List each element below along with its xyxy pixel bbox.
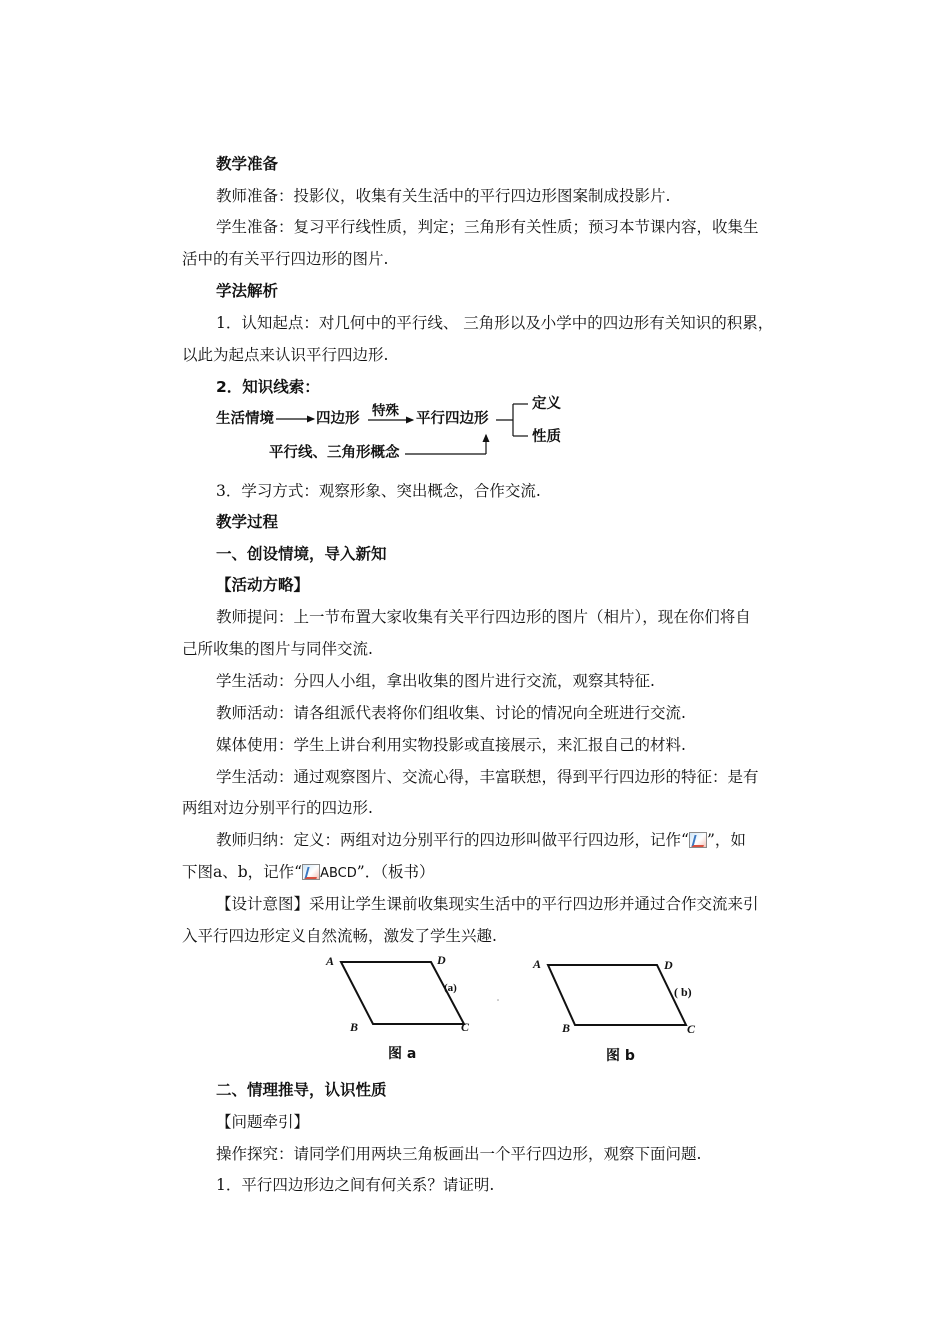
figure-a-vertex-b: B bbox=[350, 1020, 359, 1034]
teacher-prep-text: 教师准备：投影仪，收集有关生活中的平行四边形图案制成投影片. bbox=[216, 187, 671, 205]
figure-a-vertex-c: C bbox=[461, 1020, 470, 1034]
activity-strategy-label: 【活动方略】 bbox=[216, 576, 310, 594]
teacher-summary-text-1b: ”，如 bbox=[706, 831, 746, 849]
teacher-summary-text-2b: ”．（板书） bbox=[356, 863, 435, 881]
learning-style-text: 3．学习方式：观察形象、突出概念，合作交流. bbox=[216, 482, 541, 500]
design-intent-text-2: 入平行四边形定义自然流畅，激发了学生兴趣. bbox=[182, 927, 497, 945]
subheading-create-situation: 一、创设情境，导入新知 bbox=[216, 545, 387, 563]
figure-b-vertex-b: B bbox=[562, 1021, 571, 1035]
flow-branch-definition: 定义 bbox=[532, 396, 561, 412]
heading-teaching-process: 教学过程 bbox=[216, 513, 279, 531]
student-activity-text-2b: 两组对边分别平行的四边形. bbox=[182, 799, 373, 817]
figure-b-vertex-d: D bbox=[664, 958, 673, 972]
flow-node-life-situation: 生活情境 bbox=[216, 411, 274, 427]
student-prep-text-1: 学生准备：复习平行线性质，判定；三角形有关性质；预习本节课内容，收集生 bbox=[216, 218, 759, 236]
parallelogram-b bbox=[548, 965, 686, 1025]
teacher-question-text-2: 己所收集的图片与同伴交流. bbox=[182, 640, 373, 658]
figure-a-vertex-a: A bbox=[326, 954, 335, 968]
figure-b-tag: ( b) bbox=[674, 985, 692, 999]
teacher-question-text-1: 教师提问：上一节布置大家收集有关平行四边形的图片（相片），现在你们将自 bbox=[216, 608, 751, 626]
operation-explore-text: 操作探究：请同学们用两块三角板画出一个平行四边形，观察下面问题. bbox=[216, 1145, 702, 1163]
heading-teaching-prep: 教学准备 bbox=[216, 155, 279, 173]
design-intent-text-1: 【设计意图】采用让学生课前收集现实生活中的平行四边形并通过合作交流来引 bbox=[216, 895, 759, 913]
flow-node-quadrilateral: 四边形 bbox=[316, 411, 360, 427]
figure-a-vertex-d: D bbox=[437, 953, 446, 967]
student-prep-text-2: 活中的有关平行四边形的图片. bbox=[182, 250, 389, 268]
student-activity-text-1: 学生活动：分四人小组，拿出收集的图片进行交流，观察其特征. bbox=[216, 672, 655, 690]
figure-a-tag: (a) bbox=[444, 982, 457, 994]
figure-b-vertex-a: A bbox=[533, 957, 542, 971]
flow-node-parallel-triangle: 平行线、三角形概念 bbox=[269, 445, 400, 461]
problem-lead-label: 【问题牵引】 bbox=[216, 1113, 310, 1131]
notation-abcd: ABCD bbox=[320, 866, 357, 881]
figure-b-caption: 图 b bbox=[606, 1048, 635, 1064]
media-use-text: 媒体使用：学生上讲台利用实物投影或直接展示，来汇报自己的材料. bbox=[216, 736, 686, 754]
flow-branch-property: 性质 bbox=[532, 429, 561, 445]
flow-label-special: 特殊 bbox=[372, 403, 399, 419]
heading-method-analysis: 学法解析 bbox=[216, 282, 279, 300]
cognitive-start-text-2: 以此为起点来认识平行四边形. bbox=[182, 346, 389, 364]
student-activity-text-2a: 学生活动：通过观察图片、交流心得，丰富联想，得到平行四边形的特征：是有 bbox=[216, 768, 759, 786]
teacher-activity-text: 教师活动：请各组派代表将你们组收集、讨论的情况向全班进行交流. bbox=[216, 704, 686, 722]
question-1-text: 1．平行四边形边之间有何关系？请证明. bbox=[216, 1176, 495, 1194]
cognitive-start-text-1: 1．认知起点：对几何中的平行线、 三角形以及小学中的四边形有关知识的积累， bbox=[216, 314, 774, 332]
figure-a-caption: 图 a bbox=[388, 1046, 417, 1062]
teacher-summary-text-1a: 教师归纳：定义：两组对边分别平行的四边形叫做平行四边形，记作“ bbox=[216, 831, 689, 849]
subheading-reasoning: 二、情理推导，认识性质 bbox=[216, 1081, 387, 1099]
figure-b-vertex-c: C bbox=[687, 1022, 696, 1036]
flow-node-parallelogram: 平行四边形 bbox=[416, 411, 489, 427]
knowledge-thread-label: 2．知识线索： bbox=[216, 378, 320, 396]
teacher-summary-text-2a: 下图a、b，记作“ bbox=[182, 863, 303, 881]
